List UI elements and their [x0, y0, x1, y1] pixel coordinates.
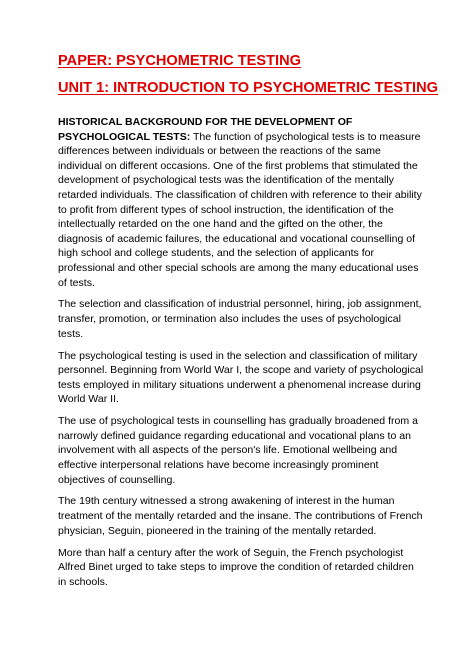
- paragraph-3: The psychological testing is used in the selection and classification of military personnel. Beginning from World War I, the scope and variety of psychological tests employed in military situations underwent a phenomenal increase during World War II.: [58, 349, 424, 406]
- paragraph-6: More than half a century after the work of Seguin, the French psychologist Alfred Binet urged to take steps to improve the condition of retarded children in schools.: [58, 546, 414, 588]
- document-page: [58, 52, 438, 597]
- paragraph-1-text: The function of psychological tests is to measure differences between individuals or between the reactions of the same individual on different occasions. One of the first problems that stimulated the development of psychological tests was the identification of the mentally retarded individuals. The classification of children with reference to their ability to profit from different types of school instruction, the identification of the intellectually retarded on the one hand and the gifted on the other, the diagnosis of academic failures, the educational and vocational counselling of high school and college students, and the selection of applicants for professional and other special schools are among the many educational uses of tests.: [58, 130, 422, 289]
- paragraph-4: The use of psychological tests in counselling has gradually broadened from a narrowly defined guidance regarding educational and vocational plans to an involvement with all aspects of the person's life. Emotional wellbeing and effective interpersonal relations have become increasingly prominent objectives of counselling.: [58, 415, 418, 486]
- section-heading: HISTORICAL BACKGROUND FOR THE DEVELOPMENT OF PSYCHOLOGICAL TESTS:: [58, 116, 353, 143]
- paragraph-2: The selection and classification of industrial personnel, hiring, job assignment, transfer, promotion, or termination also includes the uses of psychological tests.: [58, 298, 422, 340]
- document-body: [58, 115, 424, 589]
- paragraph-5: The 19th century witnessed a strong awakening of interest in the human treatment of the mentally retarded and the insane. The contributions of French physician, Seguin, pioneered in the training of the mentally retarded.: [58, 495, 423, 537]
- paper-title: PAPER: PSYCHOMETRIC TESTING: [58, 53, 301, 69]
- unit-title: UNIT 1: INTRODUCTION TO PSYCHOMETRIC TESTING: [58, 80, 438, 96]
- paragraph-1: [58, 115, 424, 290]
